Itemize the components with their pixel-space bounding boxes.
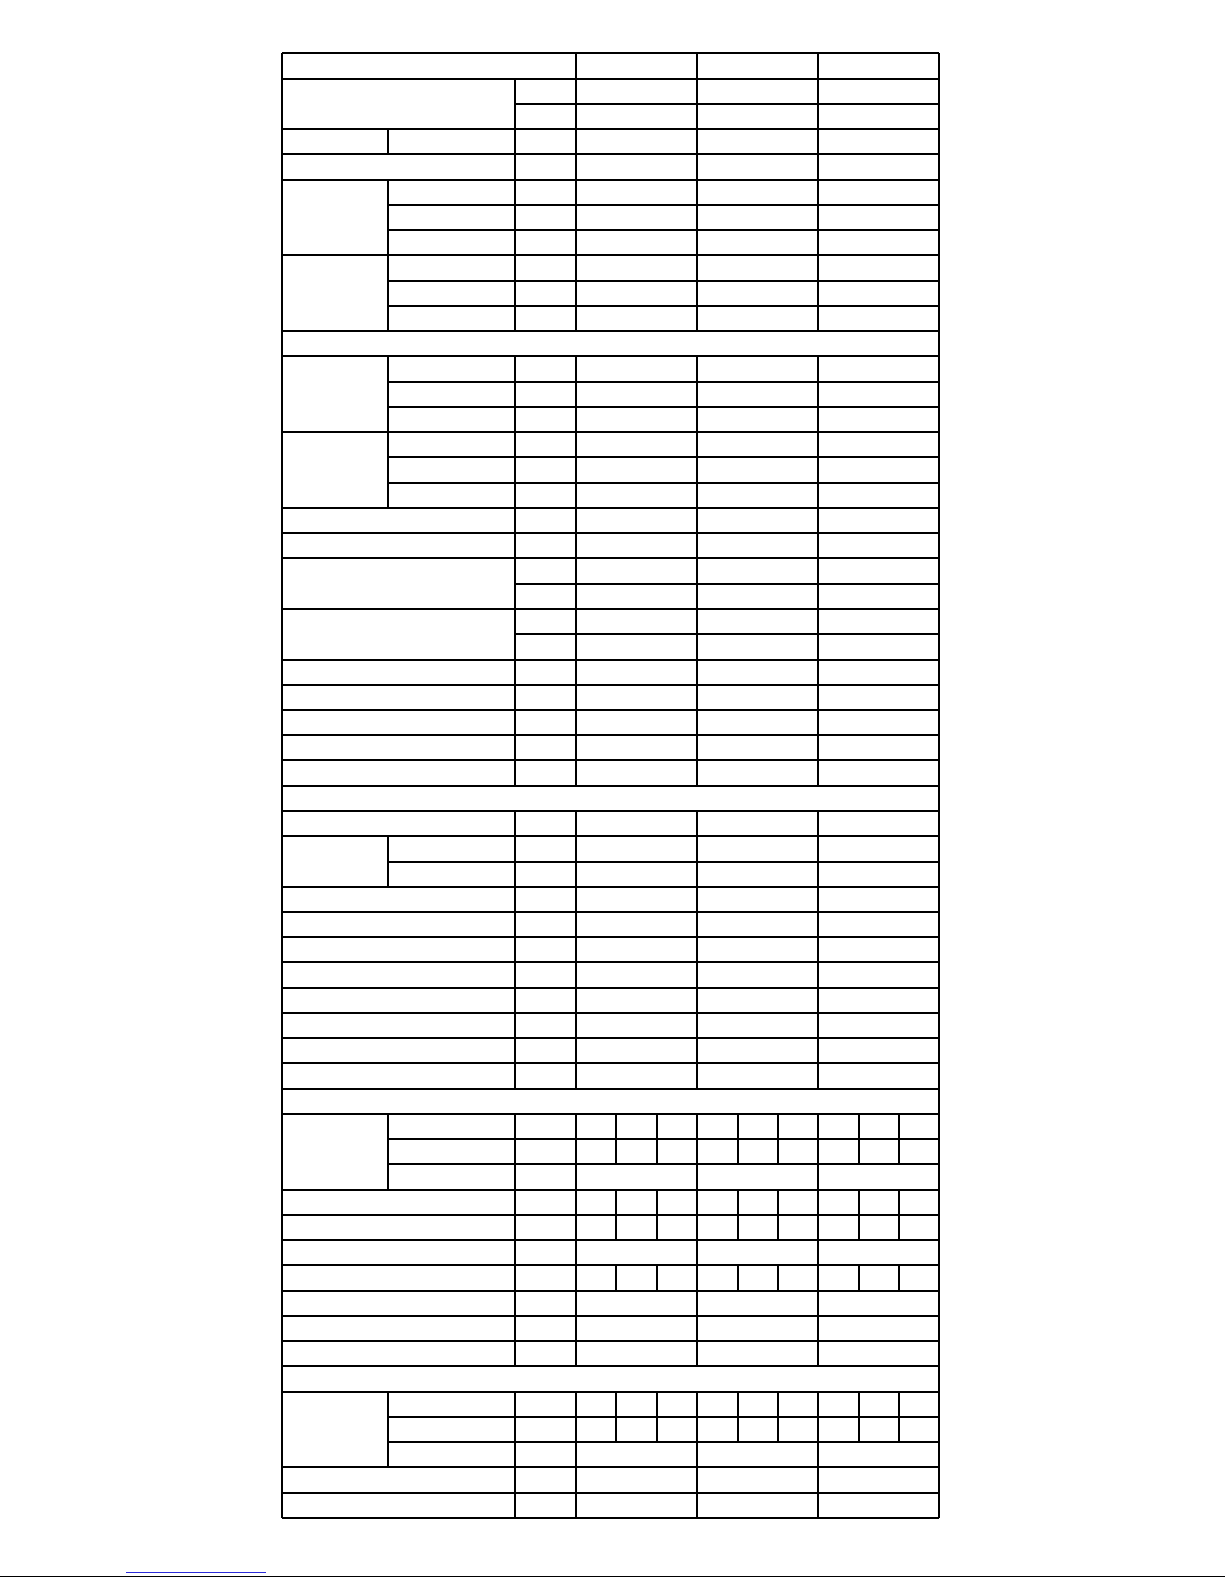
footnote-link-underline xyxy=(126,1572,266,1573)
spec-table-rules xyxy=(282,53,939,1518)
footer-rule xyxy=(0,1576,1225,1577)
